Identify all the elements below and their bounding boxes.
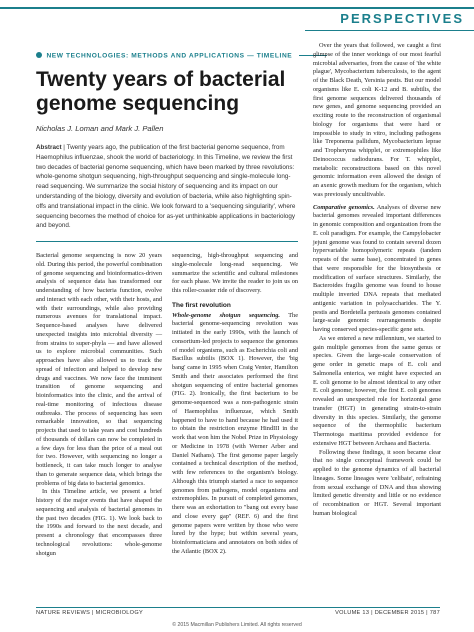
subsection-lead: Whole-genome shotgun sequencing. bbox=[172, 311, 280, 319]
category-label bbox=[36, 52, 327, 60]
body-column-2 bbox=[172, 252, 298, 557]
copyright-notice: © 2015 Macmillan Publishers Limited. All rights reserved bbox=[172, 622, 302, 628]
body-column-3 bbox=[313, 42, 441, 519]
body-paragraph: The bacterial genome-sequencing revolution was initiated in the early 1990s, with the launch of consortium-led projects to sequence the genomes of model organisms, such as Escherichia coli and Bacillus subtilis (BOX 1). However, the 'big bang' came in 1995 when Craig Venter, Hamilton Smith and their associates performed the first shotgun sequencing of entire bacterial genomes (FIG. 2). Ironically, the first bacterium to be genome-sequenced was a non-pathogenic strain of Haemophilus influenzae, which Smith happened to have to hand because he had used it to obtain the restriction enzyme HindIII in the work that won him the Nobel Prize in Physiology or Medicine in 1978 (with Werner Arber and Daniel Nathans). The first genome paper largely contained a technical description of the method, with few references to the organism's biology. Although this triumph started a race to sequence genomes from pathogens, model organisms and extremophiles. In pursuit of completed genomes, there was an exhortation to "bang out every base and close every gap" (REF. 6) and the first genome papers were written by those who were lured by the hype; but within several years, bioinformaticians and annotators on both sides of the Atlantic (BOX 2). bbox=[172, 311, 298, 555]
body-paragraph: Following these findings, it soon became clear that no single conceptual framework could be applied to the genome dynamics of all bacterial lineages. Some lineages were 'celibate', refraining from sexual exchange of DNA and thus showing limited genetic diversity and little or no evidence of recombination or HGT. Several important human biological bbox=[313, 448, 441, 517]
body-paragraph: sequencing, high-throughput sequencing and single-molecule long-read sequencing. We summarize the scientific and cultural milestones for each phase. We invite the reader to join us on this roller-coaster ride of discovery. bbox=[172, 252, 298, 294]
article-authors: Nicholas J. Loman and Mark J. Pallen bbox=[36, 124, 164, 133]
header-rule bbox=[305, 30, 474, 31]
body-paragraph: Analyses of diverse new bacterial genomes revealed important differences in genomic composition and organization from the E. coli paradigm. For example, the Campylobacter jejuni genome was found to contain several dozen hypervariable homopolymeric repeats (tandem repeats of the same base), concentrated in genes that were responsible for the biosynthesis or modification of surface structures. Similarly, the Bacteroides fragilis genome was found to house multiple inverted DNA repeats that mediated antigenic variation in polysaccharides. The Y. pestis and Bordetella pertussis genomes contained large-scale genomic rearrangements despite having conserved species-specific gene sets. bbox=[313, 203, 441, 333]
body-column-1 bbox=[36, 252, 162, 558]
abstract-label: Abstract bbox=[36, 144, 62, 151]
top-rule bbox=[0, 7, 474, 9]
abstract bbox=[36, 143, 298, 231]
abstract-rule bbox=[36, 241, 298, 242]
body-paragraph: Bacterial genome sequencing is now 20 years old. During this period, the powerful combination of genome sequencing and bioinformatics-driven analysis of sequence data has transformed our understanding of how bacteria function, evolve and interact with each other, with their hosts, and with their surroundings, while also providing numerous avenues for translational impact. Sequence-based analyses have delivered unexpected insights into microbial diversity — from strains to super-phyla — and have allowed us to explore microbial communities. Such approaches have also allowed us to track the spread of infection and helped to develop new drugs and vaccines. We now face the imminent transition of genome sequencing and bioinformatics into the clinic, and the arrival of real-time monitoring of infectious disease outbreaks. The process of sequencing has seen remarkable innovation, so that sequencing projects that used to take years and cost hundreds of thousands of dollars can now be completed in a few days for less than the price of a meal out for two. However, with sequencing no longer a bottleneck, it can take much longer to analyse than to generate sequence data, which brings the problems of big data to bacterial genomics. bbox=[36, 252, 162, 487]
section-heading: The first revolution bbox=[172, 301, 231, 309]
abstract-text: | Twenty years ago, the publication of the first bacterial genome sequence, from Haemophilus influenzae, shook the world of bacteriology. In this Timeline, we review the first two decades of bacterial genome sequencing, which have been marked by three revolutions: whole-genome shotgun sequencing, high-throughput sequencing and single-molecule long-read sequencing. We summarize the social history of sequencing and its impact on our understanding of the biology, diversity and evolution of bacteria, while also highlighting spin-offs and translational impact in the clinic. We look forward to a 'sequencing singularity', where sequencing becomes the method of choice for as-yet unthinkable applications in bacteriology and beyond. bbox=[36, 144, 296, 230]
footer-rule bbox=[36, 607, 440, 608]
journal-name: NATURE REVIEWS | MICROBIOLOGY bbox=[36, 610, 144, 616]
subsection-lead: Comparative genomics. bbox=[313, 203, 375, 211]
body-paragraph: In this Timeline article, we present a brief history of the major events that have shaped the sequencing and analysis of bacterial genomes in the past two decades (FIG. 1). We look back to the 1990s and forward to the next decade, and present a chronology that encompasses three technological revolutions: whole-genome shotgun bbox=[36, 488, 162, 557]
article-title: Twenty years of bacterial genome sequencing bbox=[36, 68, 286, 115]
volume-page: VOLUME 13 | DECEMBER 2015 | 787 bbox=[335, 610, 440, 616]
body-paragraph: Over the years that followed, we caught a first glimpse of the inner workings of our most fearful microbial adversaries, from the cause of 'the white plague', Mycobacterium tuberculosis, to the agent of the Black Death, Yersinia pestis. But our model organisms like E. coli K-12 and B. subtilis, the first genome sequences delivered thousands of new genes, and genome sequencing provided an exciting route to the reconstruction of organismal biology for organisms that were hard or impossible to study in vitro, including pathogens like Treponema pallidum, Mycobacterium leprae and Tropheryma whipplei, or extremophiles like Deinococcus radiodurans. For T. whipplei, metabolic reconstructions based on this novel genomic information even allowed the design of an axenic growth medium for the organism, which was previously uncultivable. bbox=[313, 42, 441, 198]
category-rest: METHODS AND APPLICATIONS — TIMELINE bbox=[128, 52, 293, 60]
section-header: PERSPECTIVES bbox=[340, 11, 464, 26]
body-paragraph: As we entered a new millennium, we started to gain multiple genomes from the same genus or species. Given the large-scale conservation of gene order in genetic maps of E. coli and Salmonella enterica, we might have expected an E. coli genome to be almost identical to any other E. coli genome; however, the first E. coli genomes revealed an unexpected role for horizontal gene transfer (HGT) in generating strain-to-strain diversity in this species. Similarly, the genome sequence of the thermophilic bacterium Thermotoga maritima provided evidence for extensive HGT between Archaea and Bacteria. bbox=[313, 334, 441, 447]
category-lead: NEW TECHNOLOGIES: bbox=[46, 52, 129, 60]
bullet-icon bbox=[36, 52, 42, 58]
